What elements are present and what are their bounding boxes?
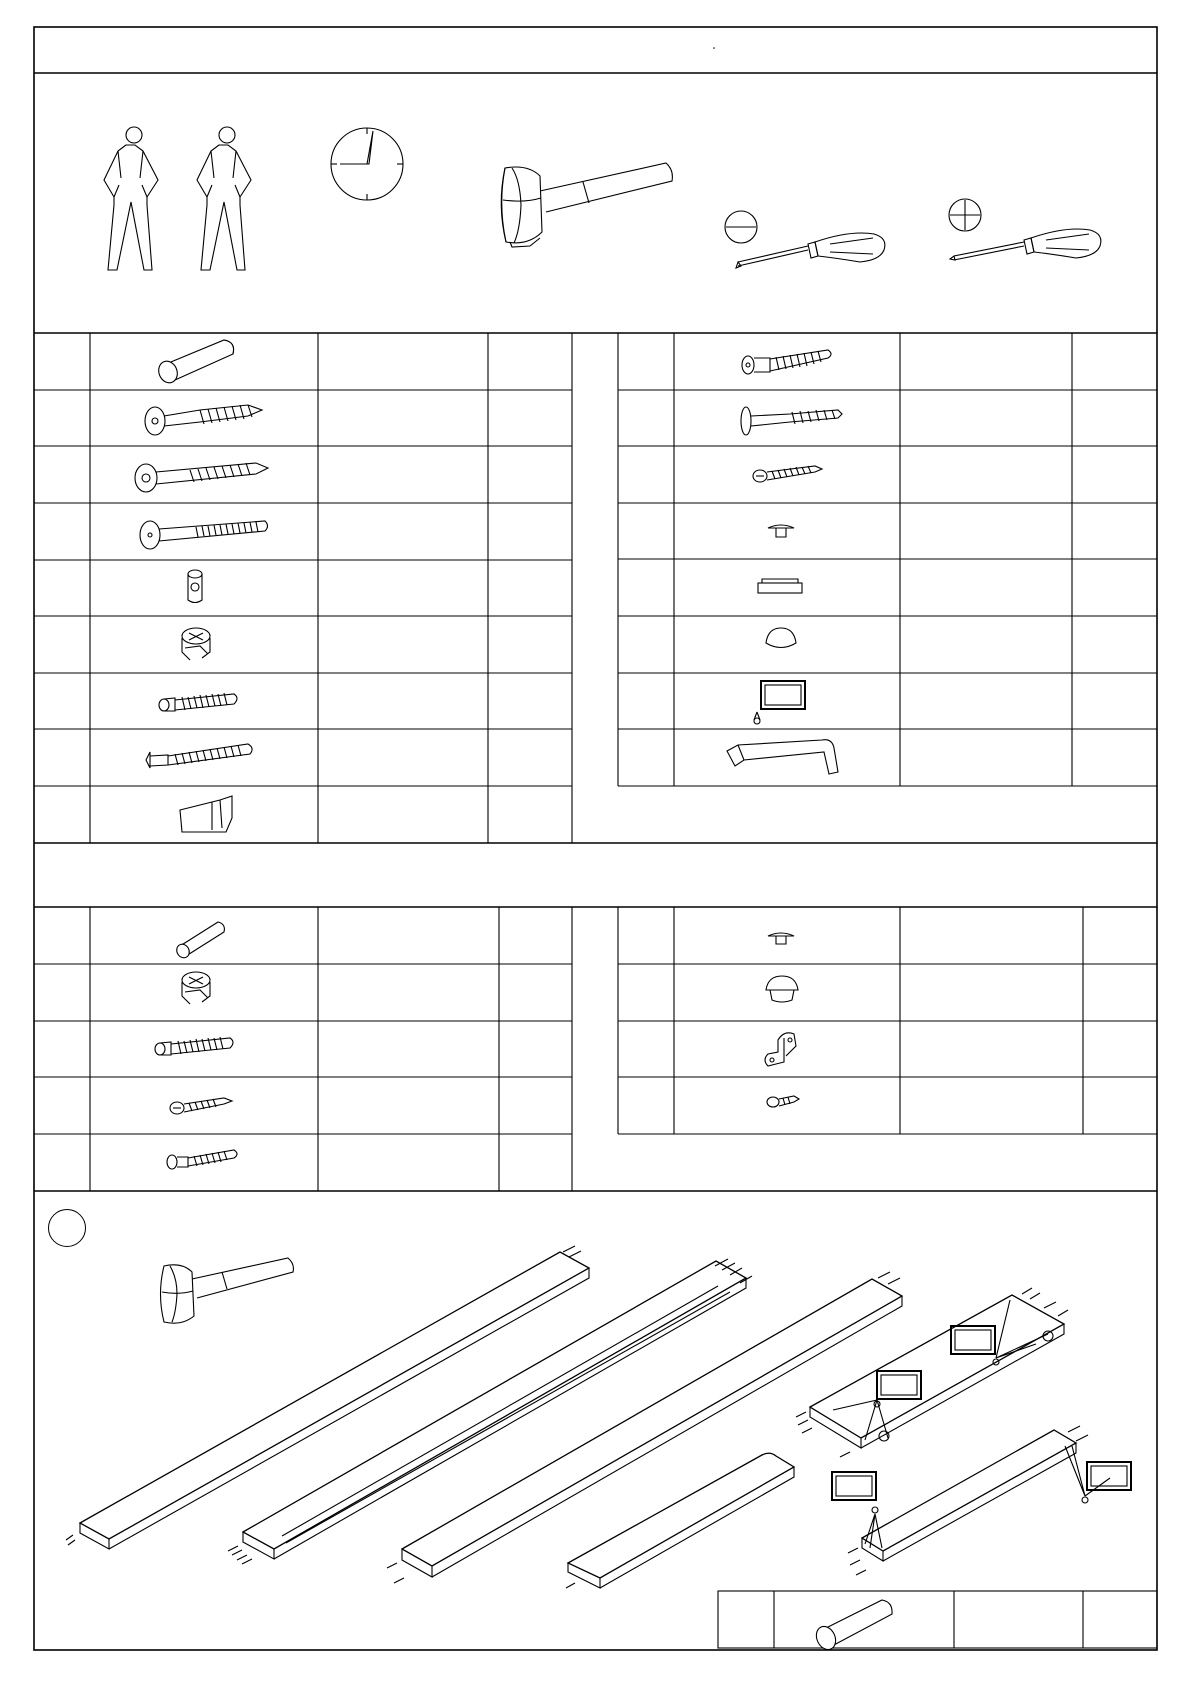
step-number [48,1209,86,1247]
section2-title [34,843,1157,907]
header-title [34,27,1157,73]
